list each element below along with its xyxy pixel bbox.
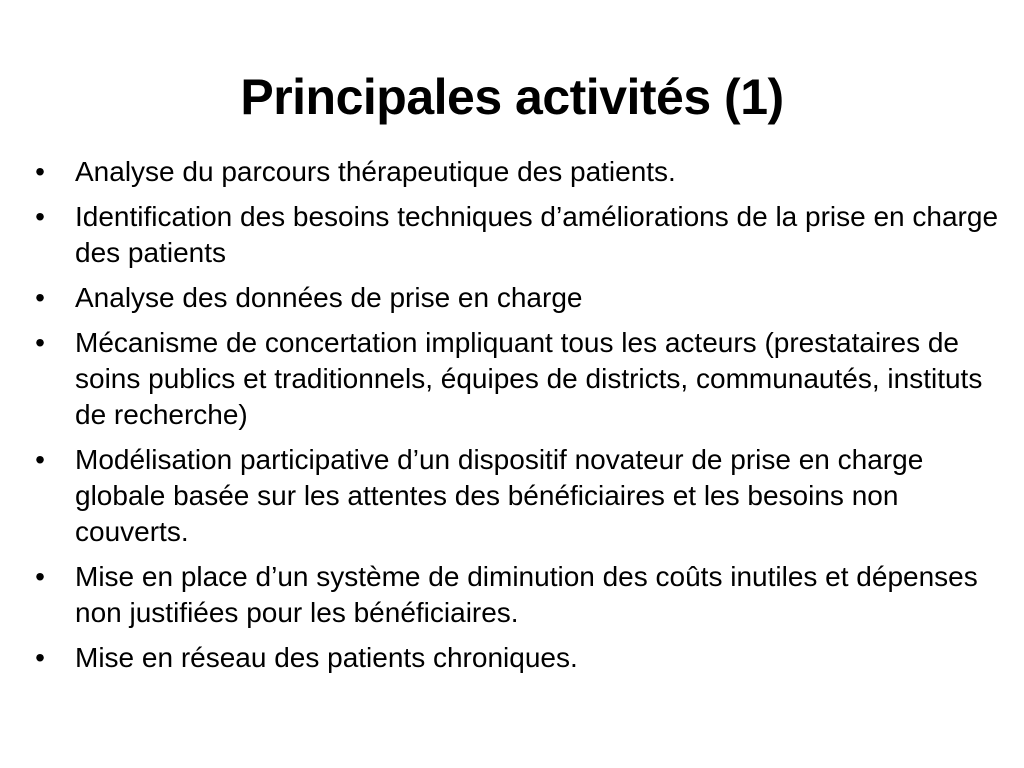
bullet-icon: • bbox=[35, 444, 45, 475]
bullet-icon: • bbox=[35, 201, 45, 232]
bullet-text: Mécanisme de concertation impliquant tous les acteurs (prestataires de soins publics et traditionnels, équipes de districts, communautés, instituts de recherche) bbox=[75, 327, 983, 430]
bullet-item bbox=[30, 199, 1005, 271]
bullet-icon: • bbox=[35, 156, 45, 187]
bullet-item bbox=[30, 280, 1005, 316]
bullet-item bbox=[30, 442, 1005, 550]
bullet-item bbox=[30, 325, 1005, 433]
bullet-text: Mise en place d’un système de diminution des coûts inutiles et dépenses non justifiées pour les bénéficiaires. bbox=[75, 561, 978, 628]
bullet-list bbox=[30, 154, 1005, 685]
bullet-text: Mise en réseau des patients chroniques. bbox=[75, 642, 578, 673]
bullet-icon: • bbox=[35, 282, 45, 313]
bullet-icon: • bbox=[35, 642, 45, 673]
bullet-text: Identification des besoins techniques d’améliorations de la prise en charge des patients bbox=[75, 201, 999, 268]
bullet-item bbox=[30, 559, 1005, 631]
bullet-icon: • bbox=[35, 561, 45, 592]
bullet-item bbox=[30, 640, 1005, 676]
slide-title: Principales activités (1) bbox=[240, 69, 784, 125]
bullet-icon: • bbox=[35, 327, 45, 358]
bullet-text: Analyse des données de prise en charge bbox=[75, 282, 583, 313]
bullet-text: Analyse du parcours thérapeutique des patients. bbox=[75, 156, 676, 187]
bullet-text: Modélisation participative d’un dispositif novateur de prise en charge globale basée sur les attentes des bénéficiaires et les besoins non couverts. bbox=[75, 444, 924, 547]
bullet-item bbox=[30, 154, 1005, 190]
